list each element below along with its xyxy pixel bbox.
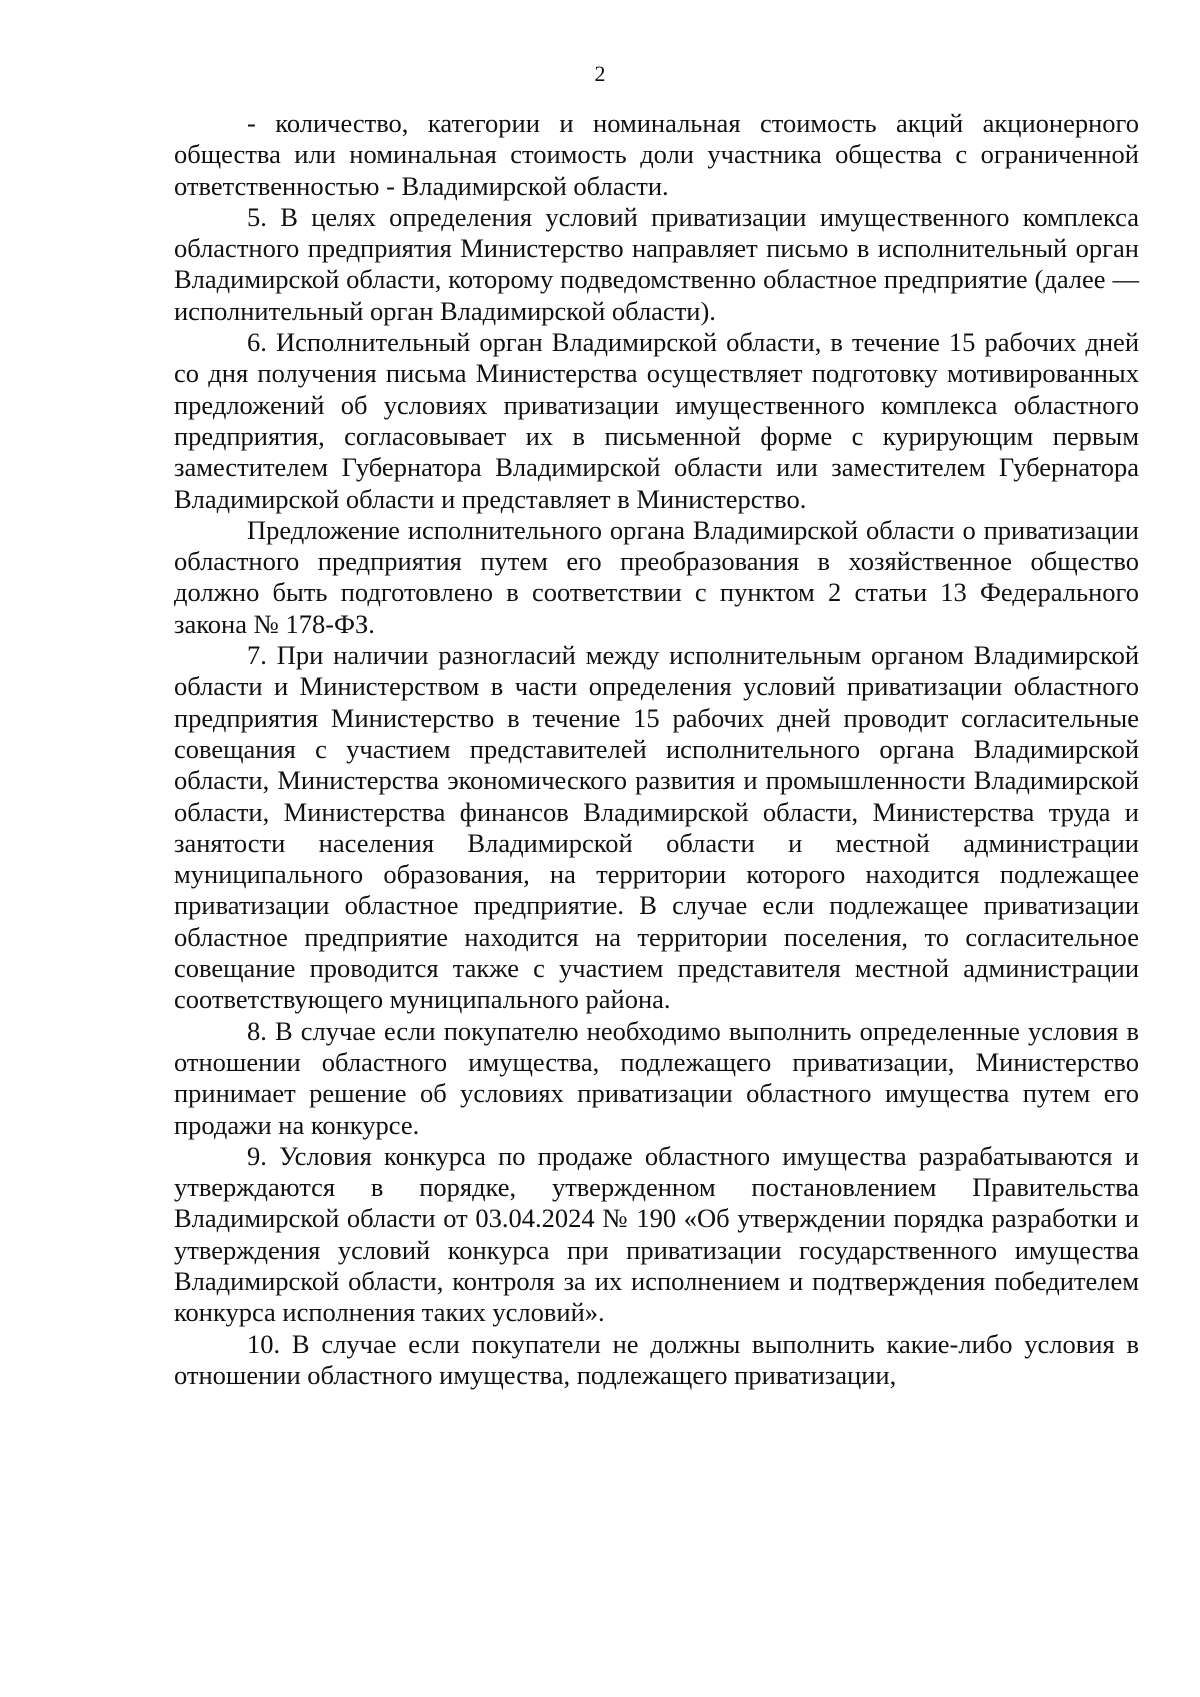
- paragraph-item-7: 7. При наличии разногласий между исполнительным органом Владимирской области и Министерством в части определения условий приватизации областного предприятия Министерство в течение 15 рабочих дней проводит согласительные совещания с участием представителей исполнительного органа Владимирской области, Министерства экономического развития и промышленности Владимирской области, Министерства финансов Владимирской области, Министерства труда и занятости населения Владимирской области и местной администрации муниципального образования, на территории которого находится подлежащее приватизации областное предприятие. В случае если подлежащее приватизации областное предприятие находится на территории поселения, то согласительное совещание проводится также с участием представителя местной администрации соответствующего муниципального района.: [174, 640, 1139, 1015]
- paragraph-proposal: Предложение исполнительного органа Владимирской области о приватизации областного предприятия путем его преобразования в хозяйственное общество должно быть подготовлено в соответствии с пунктом 2 статьи 13 Федерального закона № 178-ФЗ.: [174, 514, 1139, 639]
- document-body: [174, 108, 1139, 1391]
- paragraph-item-10: 10. В случае если покупатели не должны выполнить какие-либо условия в отношении областного имущества, подлежащего приватизации,: [174, 1328, 1139, 1390]
- paragraph-shares-detail: - количество, категории и номинальная стоимость акций акционерного общества или номинальная стоимость доли участника общества с ограниченной ответственностью - Владимирской области.: [174, 108, 1139, 201]
- paragraph-item-6: 6. Исполнительный орган Владимирской области, в течение 15 рабочих дней со дня получения письма Министерства осуществляет подготовку мотивированных предложений об условиях приватизации имущественного комплекса областного предприятия, согласовывает их в письменной форме с курирующим первым заместителем Губернатора Владимирской области или заместителем Губернатора Владимирской области и представляет в Министерство.: [174, 327, 1139, 514]
- page-number: 2: [594, 61, 606, 86]
- paragraph-item-9: 9. Условия конкурса по продаже областного имущества разрабатываются и утверждаются в порядке, утвержденном постановлением Правительства Владимирской области от 03.04.2024 № 190 «Об утверждении порядка разработки и утверждения условий конкурса при приватизации государственного имущества Владимирской области, контроля за их исполнением и подтверждения победителем конкурса исполнения таких условий».: [174, 1140, 1139, 1328]
- paragraph-item-8: 8. В случае если покупателю необходимо выполнить определенные условия в отношении областного имущества, подлежащего приватизации, Министерство принимает решение об условиях приватизации областного имущества путем его продажи на конкурсе.: [174, 1015, 1139, 1140]
- paragraph-item-5: 5. В целях определения условий приватизации имущественного комплекса областного предприятия Министерство направляет письмо в исполнительный орган Владимирской области, которому подведомственно областное предприятие (далее — исполнительный орган Владимирской области).: [174, 201, 1139, 326]
